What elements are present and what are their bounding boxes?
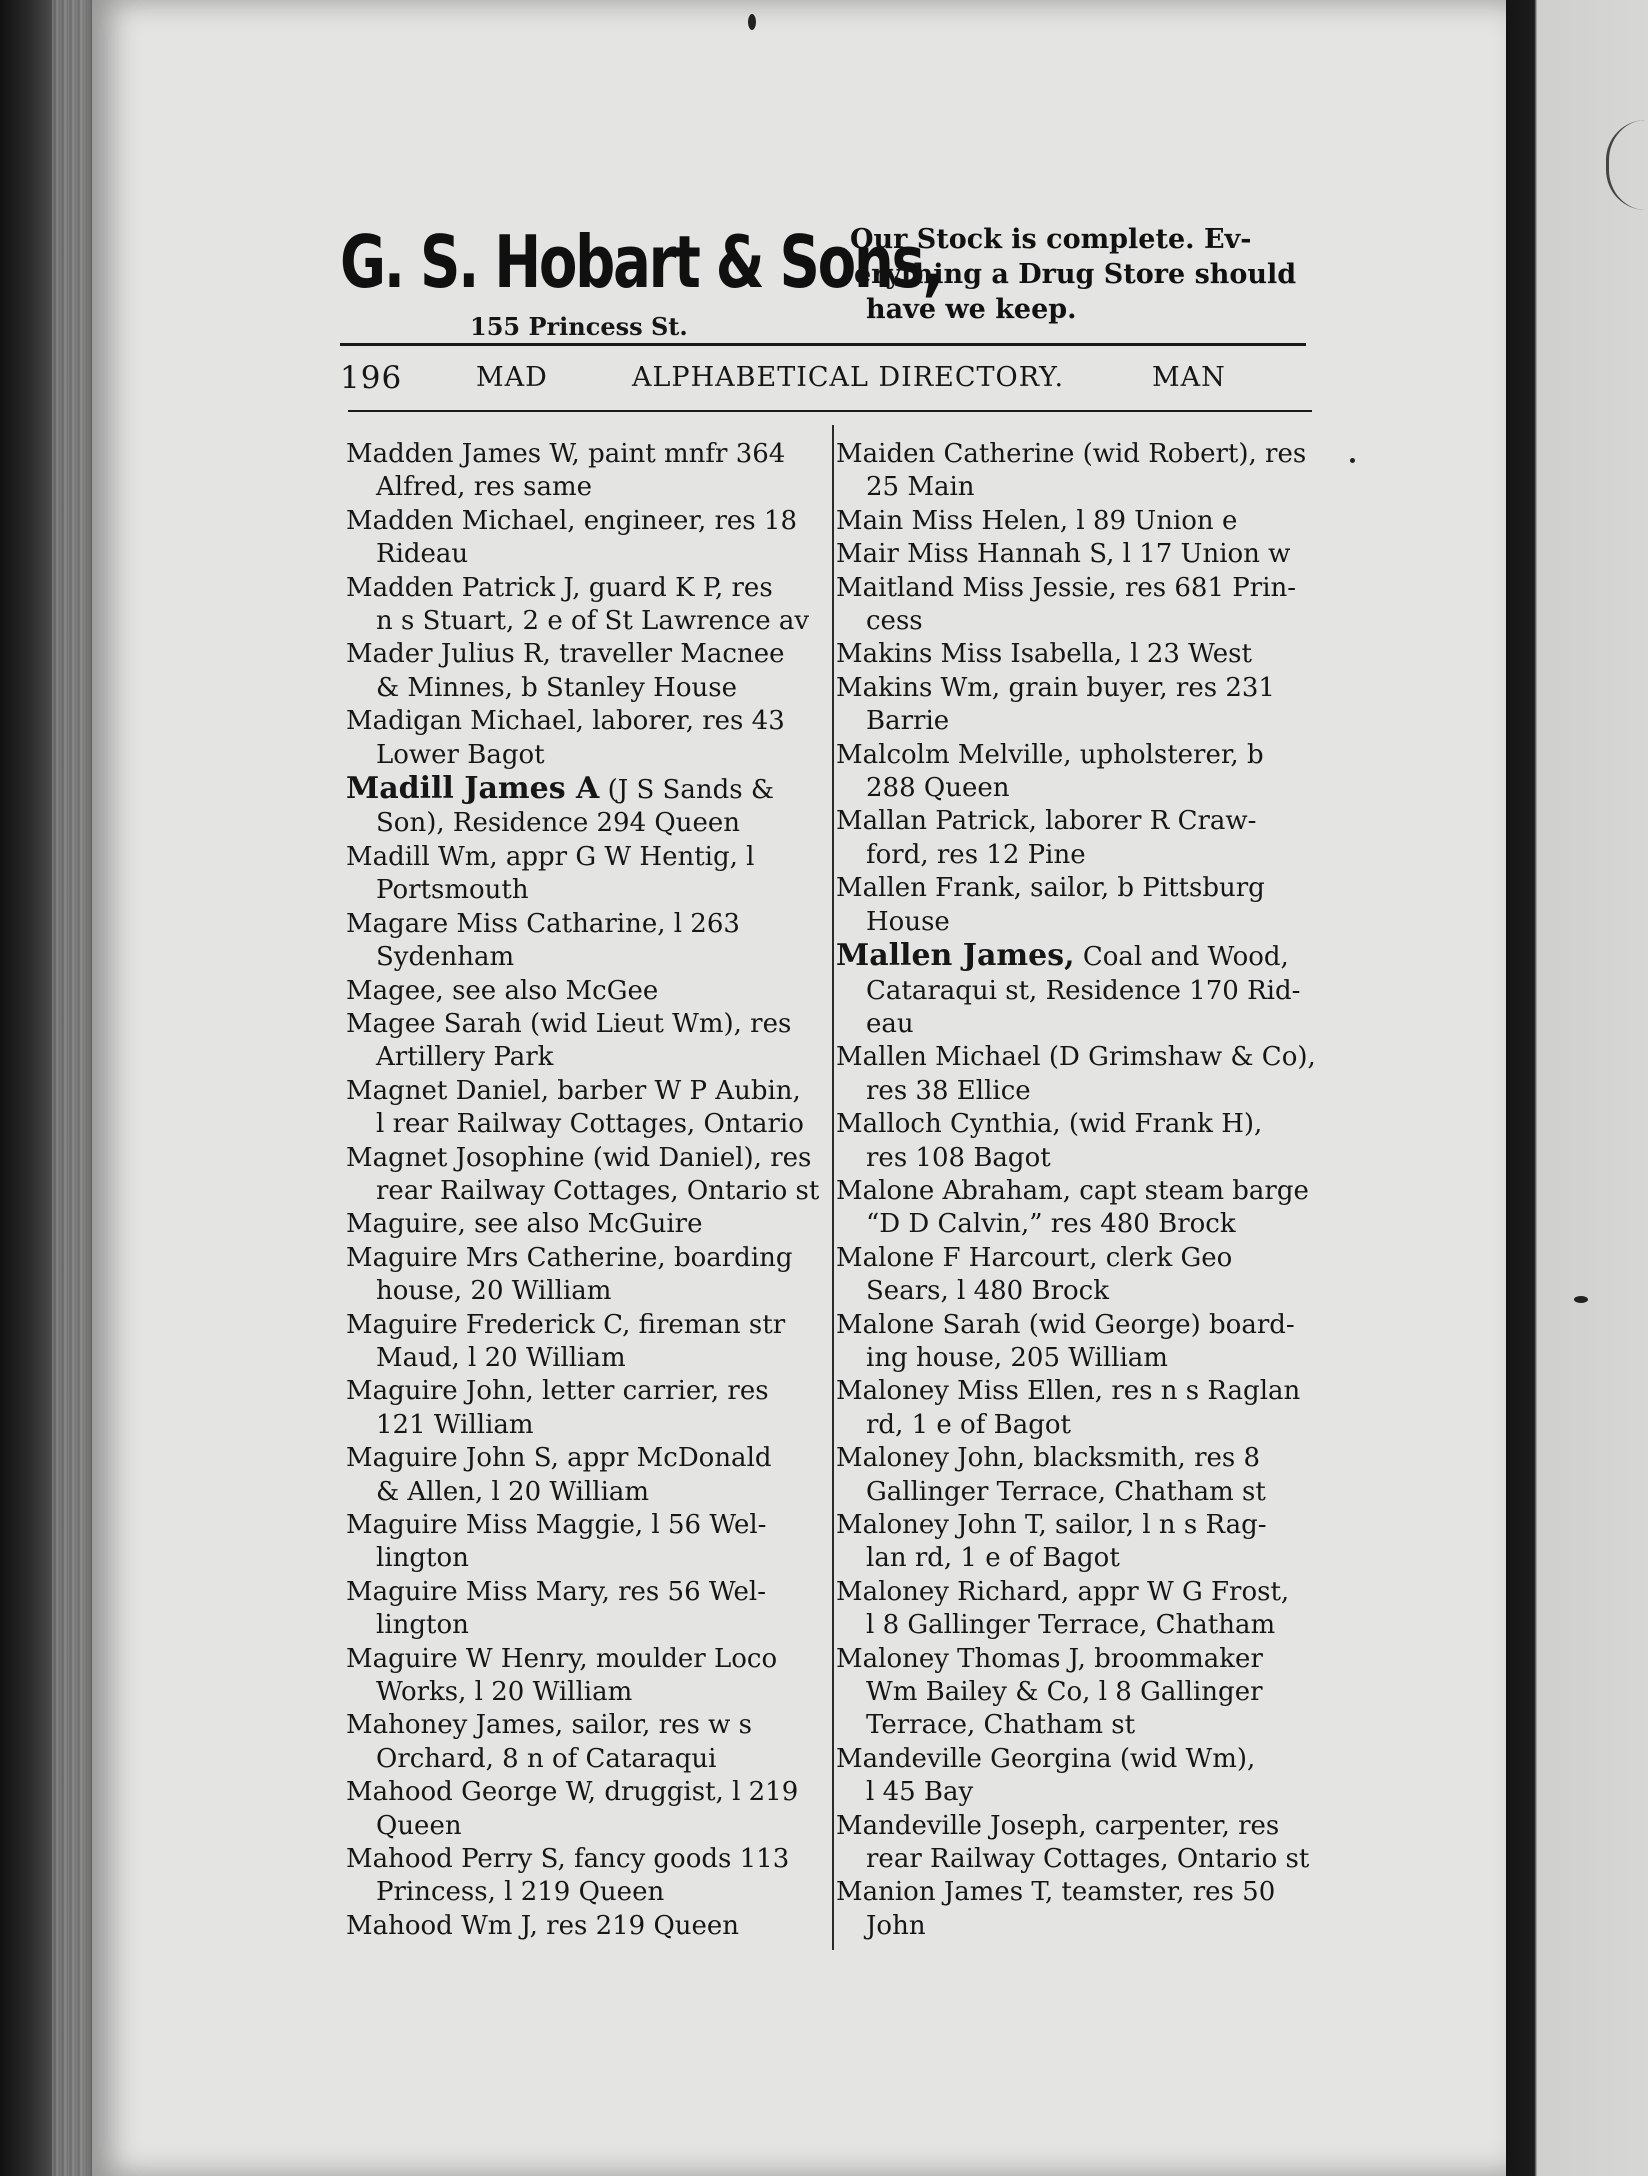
directory-entry-continuation: Orchard, 8 n of Cataraqui [376, 1743, 717, 1774]
directory-entry: Mandeville Joseph, carpenter, res [836, 1810, 1280, 1841]
directory-entry-continuation: 288 Queen [866, 773, 1010, 804]
featured-name: Mallen James, [836, 938, 1075, 974]
directory-entry-continuation: John [866, 1910, 926, 1941]
directory-entry: Maguire John, letter carrier, res [346, 1376, 769, 1407]
directory-entry: Makins Wm, grain buyer, res 231 [836, 672, 1275, 703]
ad-slogan-line: Our Stock is complete. Ev- [850, 224, 1252, 255]
ad-firm-name: G. S. Hobart & Sons, [340, 220, 942, 304]
directory-entry: Maloney Richard, appr W G Frost, [836, 1576, 1290, 1607]
directory-entry: Maiden Catherine (wid Robert), res [836, 439, 1307, 469]
directory-entry: Maguire Miss Maggie, l 56 Wel- [346, 1510, 767, 1540]
directory-entry: Maloney John T, sailor, l n s Rag- [836, 1510, 1267, 1540]
directory-entry-continuation: Terrace, Chatham st [866, 1710, 1136, 1741]
directory-entry-continuation: cess [866, 606, 923, 637]
directory-entry-continuation: House [866, 906, 950, 937]
directory-entry-continuation: “D D Calvin,” res 480 Brock [866, 1209, 1236, 1240]
directory-entry: Magnet Daniel, barber W P Aubin, [346, 1075, 801, 1106]
directory-entry-continuation: Artillery Park [376, 1042, 554, 1073]
left-column [346, 438, 836, 1943]
directory-entry: Mahood Wm J, res 219 Queen [346, 1910, 740, 1941]
ad-slogan [850, 222, 1350, 327]
directory-entry-continuation: house, 20 William [376, 1276, 612, 1307]
ad-slogan-line: have we keep. [866, 294, 1077, 325]
header-rule-top [340, 343, 1306, 346]
directory-entry: Maguire W Henry, moulder Loco [346, 1643, 778, 1674]
ink-speck [1350, 458, 1355, 463]
directory-entry-continuation: Maud, l 20 William [376, 1342, 626, 1373]
directory-entry: Maguire Mrs Catherine, boarding [346, 1242, 793, 1273]
directory-entry-continuation: ing house, 205 William [866, 1342, 1168, 1373]
directory-entry: Mallen Michael (D Grimshaw & Co), [836, 1042, 1316, 1073]
directory-entry: Maguire Frederick C, fireman str [346, 1309, 786, 1340]
directory-entry: Magee, see also McGee [346, 975, 659, 1006]
directory-entry: Magnet Josophine (wid Daniel), res [346, 1142, 812, 1173]
directory-entry: Madill Wm, appr G W Hentig, l [346, 841, 755, 872]
directory-entry-continuation: l 45 Bay [866, 1777, 974, 1808]
directory-entry-continuation: Son), Residence 294 Queen [376, 808, 740, 839]
directory-entry: Madden Michael, engineer, res 18 [346, 505, 798, 536]
ad-slogan-line: erything a Drug Store should [854, 259, 1297, 290]
ad-address: 155 Princess St. [470, 312, 688, 341]
directory-entry: Mallan Patrick, laborer R Craw- [836, 806, 1257, 837]
directory-entry-continuation: eau [866, 1008, 914, 1039]
directory-entry-continuation: Cataraqui st, Residence 170 Rid- [866, 975, 1301, 1006]
ink-speck [1574, 1296, 1588, 1303]
featured-name: Madill James A [346, 771, 600, 807]
running-guide-left: MAD [476, 362, 548, 393]
directory-entry: Maloney Thomas J, broommaker [836, 1643, 1263, 1674]
directory-entry-featured [836, 939, 1336, 974]
scan-border-right [1506, 0, 1648, 2176]
directory-entry-continuation: Lower Bagot [376, 739, 545, 770]
advertisement [330, 220, 1330, 340]
directory-entry: Manion James T, teamster, res 50 [836, 1877, 1276, 1908]
directory-entry: Madden James W, paint mnfr 364 [346, 439, 786, 469]
directory-entry-continuation: Portsmouth [376, 875, 529, 906]
directory-entry-continuation: 25 Main [866, 472, 975, 503]
page-number: 196 [340, 360, 403, 396]
directory-entry: Malone F Harcourt, clerk Geo [836, 1242, 1233, 1273]
directory-entry-continuation: Gallinger Terrace, Chatham st [866, 1476, 1266, 1507]
directory-entry: Malcolm Melville, upholsterer, b [836, 739, 1264, 770]
directory-entry-continuation: n s Stuart, 2 e of St Lawrence av [376, 606, 810, 637]
directory-entry-continuation: Barrie [866, 706, 950, 737]
directory-entry-continuation: lan rd, 1 e of Bagot [866, 1543, 1120, 1574]
directory-entry-continuation: Alfred, res same [376, 472, 593, 503]
directory-entry-continuation: l 8 Gallinger Terrace, Chatham [866, 1610, 1276, 1641]
directory-entry-continuation: lington [376, 1543, 469, 1574]
running-guide-right: MAN [1152, 362, 1226, 393]
directory-entry: Mahood Perry S, fancy goods 113 [346, 1844, 790, 1875]
directory-entry-continuation: lington [376, 1610, 469, 1641]
directory-entry-continuation: Works, l 20 William [376, 1677, 633, 1708]
directory-entry-continuation: res 38 Ellice [866, 1075, 1031, 1106]
directory-entry-continuation: l rear Railway Cottages, Ontario [376, 1109, 804, 1140]
directory-entry: Mader Julius R, traveller Macnee [346, 639, 785, 670]
directory-entry: Malloch Cynthia, (wid Frank H), [836, 1109, 1263, 1140]
directory-entry: Magee Sarah (wid Lieut Wm), res [346, 1008, 792, 1039]
directory-entry-continuation: rear Railway Cottages, Ontario st [376, 1175, 820, 1206]
directory-entry-continuation: rd, 1 e of Bagot [866, 1409, 1071, 1440]
directory-entry-continuation: Wm Bailey & Co, l 8 Gallinger [866, 1677, 1263, 1708]
directory-entry: Mahoney James, sailor, res w s [346, 1710, 752, 1741]
directory-entry-continuation: Sears, l 480 Brock [866, 1276, 1109, 1307]
directory-entry: Maloney Miss Ellen, res n s Raglan [836, 1376, 1301, 1407]
featured-detail: Coal and Wood, [1074, 942, 1289, 973]
directory-entry: Malone Abraham, capt steam barge [836, 1175, 1309, 1206]
featured-detail: (J S Sands & [599, 775, 774, 806]
directory-entry: Maguire Miss Mary, res 56 Wel- [346, 1576, 766, 1607]
directory-entry: Mahood George W, druggist, l 219 [346, 1777, 799, 1808]
directory-entry: Maguire John S, appr McDonald [346, 1443, 772, 1474]
directory-entry: Maitland Miss Jessie, res 681 Prin- [836, 572, 1297, 603]
ink-speck [748, 14, 756, 30]
directory-entry: Madden Patrick J, guard K P, res [346, 572, 773, 603]
directory-entry-continuation: & Minnes, b Stanley House [376, 672, 737, 703]
header-rule-bottom [348, 410, 1312, 412]
directory-entry-continuation: res 108 Bagot [866, 1142, 1051, 1173]
directory-entry-continuation: Princess, l 219 Queen [376, 1877, 665, 1908]
directory-entry-continuation: rear Railway Cottages, Ontario st [866, 1844, 1310, 1875]
directory-entry-continuation: Sydenham [376, 942, 515, 973]
directory-entry-continuation: & Allen, l 20 William [376, 1476, 650, 1507]
directory-entry: Mandeville Georgina (wid Wm), [836, 1743, 1256, 1774]
directory-entry: Malone Sarah (wid George) board- [836, 1309, 1295, 1340]
directory-entry: Maguire, see also McGuire [346, 1209, 703, 1240]
directory-entry: Makins Miss Isabella, l 23 West [836, 639, 1252, 670]
directory-entry-continuation: Rideau [376, 539, 469, 570]
directory-entry-continuation: Queen [376, 1810, 462, 1841]
running-title: ALPHABETICAL DIRECTORY. [632, 362, 1065, 393]
directory-entry-continuation: ford, res 12 Pine [866, 839, 1086, 870]
right-column [836, 438, 1336, 1943]
directory-entry: Madigan Michael, laborer, res 43 [346, 706, 785, 737]
directory-entry-featured [346, 772, 836, 807]
directory-entry-continuation: 121 William [376, 1409, 534, 1440]
directory-entry: Mallen Frank, sailor, b Pittsburg [836, 873, 1265, 904]
directory-entry: Mair Miss Hannah S, l 17 Union w [836, 539, 1291, 570]
directory-entry: Main Miss Helen, l 89 Union e [836, 505, 1238, 536]
directory-entry: Maloney John, blacksmith, res 8 [836, 1443, 1261, 1474]
directory-entry: Magare Miss Catharine, l 263 [346, 908, 740, 939]
